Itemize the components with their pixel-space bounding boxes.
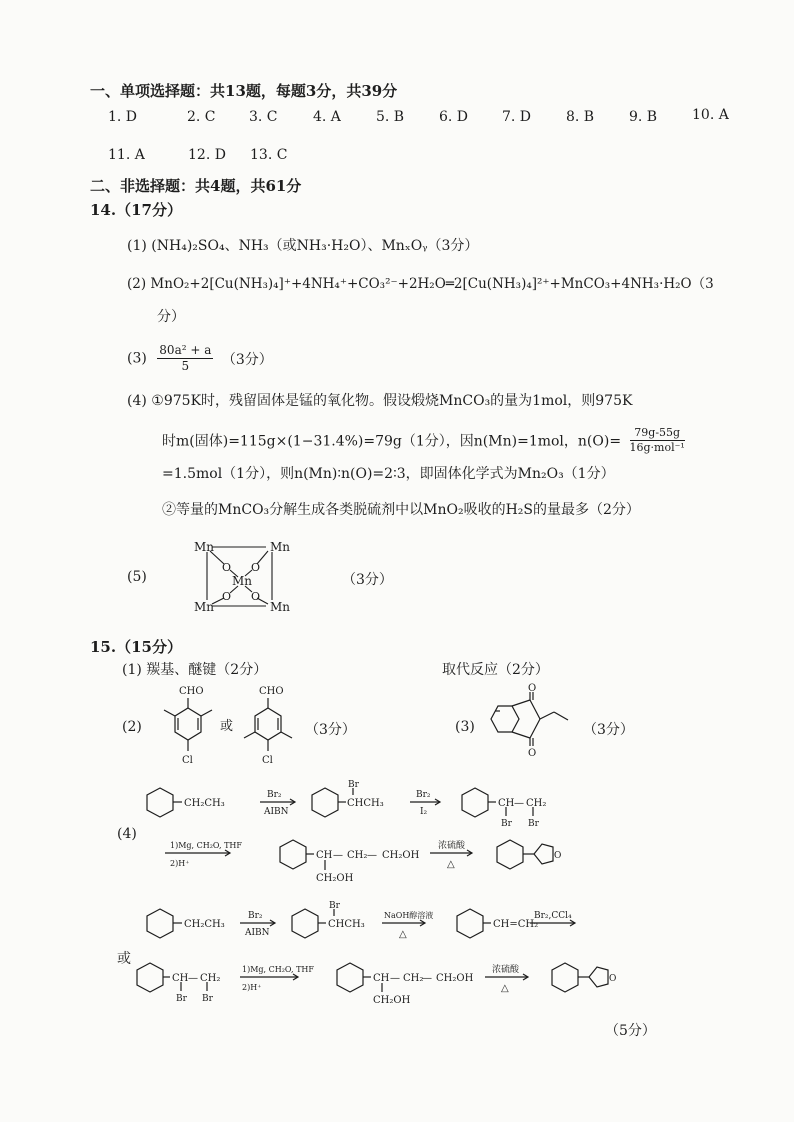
cl-atom: Cl	[182, 755, 193, 766]
condition-text: NaOH醇溶液	[384, 911, 434, 920]
equation-lhs: MnO₂+2[Cu(NH₃)₄]⁺+4NH₄⁺+CO₃²⁻+2H₂O	[150, 276, 446, 292]
q15-part1	[122, 659, 267, 679]
q14-part2-score-cont: 分）	[157, 309, 185, 325]
part-answer: 羰基、醚键（2分）	[146, 662, 268, 678]
condition-text: Br₂	[416, 790, 431, 800]
condition-text: △	[501, 983, 509, 994]
condition-text: AIBN	[264, 807, 289, 817]
chem-text: —	[422, 973, 432, 984]
q14-part4-line4: ②等量的MnCO₃分解生成各类脱硫剂中以MnO₂吸收的H₂S的量最多（2分）	[162, 502, 640, 518]
chem-text: CH₂OH	[316, 873, 354, 884]
part-label: (4)	[127, 393, 147, 409]
q14-part5-label: (5)	[127, 569, 147, 585]
q14-header: 14.（17分）	[90, 201, 182, 219]
chem-text: CH₂OH	[436, 973, 474, 984]
answer-item: 12. D	[188, 147, 226, 163]
part-score: （3分）	[221, 351, 273, 368]
q15-part4-label: (4)	[117, 826, 137, 842]
equation-rhs: 2[Cu(NH₃)₄]²⁺+MnCO₃+4NH₃·H₂O	[453, 276, 692, 292]
condition-text: Br₂,CCl₄	[534, 911, 572, 921]
chem-text: Br	[501, 819, 512, 829]
condition-text: 浓硫酸	[492, 965, 520, 975]
chem-text: —	[367, 850, 377, 861]
equation-sign: ═	[445, 276, 454, 292]
synthesis-route-1	[110, 780, 710, 890]
q15-part4-or: 或	[117, 951, 131, 967]
condition-text: 2)H⁺	[170, 859, 190, 868]
synthesis-route-2	[110, 900, 710, 1010]
answer-item: 11. A	[108, 147, 145, 163]
chem-text: —	[333, 850, 343, 861]
chem-text: Br	[176, 994, 187, 1004]
fraction	[157, 343, 213, 374]
condition-text: △	[399, 929, 407, 940]
answer-item: 9. B	[629, 109, 658, 125]
answer-item: 10. A	[692, 107, 729, 123]
condition-text: △	[447, 859, 455, 870]
chem-text: CH₂CH₃	[184, 798, 225, 809]
q14-part2	[127, 272, 714, 292]
q15-part3-label: (3)	[455, 719, 475, 735]
q15-part3-score: （3分）	[583, 722, 634, 738]
chem-text: —	[514, 798, 524, 809]
condition-text: 浓硫酸	[438, 841, 466, 851]
chem-text: CH₂	[403, 973, 424, 984]
chem-text: Br	[348, 780, 359, 790]
cl-atom: Cl	[262, 755, 273, 766]
chem-text: —	[188, 973, 198, 984]
fraction-denominator: 16g·mol⁻¹	[629, 441, 685, 454]
o-atom: O	[528, 683, 537, 694]
chem-text: Br	[202, 994, 213, 1004]
q14-part4-line2	[162, 426, 685, 455]
part-label: (1)	[122, 662, 142, 678]
section2-heading: 二、非选择题：共4题，共61分	[90, 177, 302, 195]
condition-text: Br₂	[248, 911, 263, 921]
q15-part1-right: 取代反应（2分）	[442, 662, 549, 678]
chem-text: CH	[498, 798, 515, 809]
chem-text: CH₂CH₃	[184, 919, 225, 930]
chem-text: CH	[373, 973, 390, 984]
part-label: (2)	[127, 276, 147, 292]
q15-part4-score: （5分）	[605, 1023, 656, 1039]
q14-part1	[127, 235, 478, 255]
chem-text: CH₂	[200, 973, 221, 984]
o-atom: O	[528, 748, 537, 759]
q14-part4-line3: =1.5mol（1分），则n(Mn)∶n(O)=2∶3，即固体化学式为Mn₂O₃（1分）	[162, 466, 615, 482]
chem-text: —	[390, 973, 400, 984]
condition-text: 2)H⁺	[242, 983, 262, 992]
q14-part3	[127, 343, 273, 374]
chem-text: Br	[329, 901, 340, 911]
condition-text: Br₂	[267, 790, 282, 800]
part-answer: (NH₄)₂SO₄、NH₃（或NH₃·H₂O）、MnₓOᵧ	[151, 238, 428, 254]
o-atom: O	[222, 590, 232, 603]
answer-item: 1. D	[108, 109, 138, 125]
o-atom: O	[251, 561, 261, 574]
chem-text: CH	[316, 850, 333, 861]
fraction-denominator: 5	[181, 359, 190, 373]
chem-text: Br	[528, 819, 539, 829]
q14-part4-line1	[127, 390, 632, 410]
part-text: 时m(固体)=115g×(1−31.4%)=79g（1分），因n(Mn)=1mol，n(O)=	[162, 433, 622, 450]
condition-text: I₂	[420, 807, 428, 817]
section1-heading: 一、单项选择题：共13题，每题3分，共39分	[90, 82, 398, 100]
mn-oxide-cluster-structure	[190, 538, 300, 616]
mn-atom: Mn	[270, 540, 291, 554]
chem-text: CH₂OH	[382, 850, 420, 861]
part-score: （3分）	[427, 238, 479, 254]
condition-text: 1)Mg, CH₂O, THF	[242, 965, 314, 974]
part-label: (3)	[127, 350, 147, 367]
fraction	[630, 426, 685, 455]
answer-item: 4. A	[313, 109, 341, 125]
cho-group: CHO	[259, 686, 284, 697]
chem-text: CHCH₃	[328, 919, 365, 930]
chem-text: CH₂OH	[373, 995, 411, 1006]
fraction-numerator: 80a² + a	[159, 343, 212, 357]
q15-part2-score: （3分）	[305, 722, 356, 738]
answer-item: 5. B	[376, 109, 405, 125]
o-atom: O	[609, 974, 617, 984]
fraction-numerator: 79g-55g	[630, 426, 685, 441]
o-atom: O	[554, 851, 562, 861]
answer-item: 13. C	[250, 147, 288, 163]
aryl-aldehyde-structures	[150, 680, 320, 770]
q15-part2-label: (2)	[122, 719, 142, 735]
part-score: （3	[691, 276, 714, 292]
condition-text: 1)Mg, CH₂O, THF	[170, 841, 242, 850]
q14-part5-score: （3分）	[342, 572, 393, 588]
chem-text: CH₂	[347, 850, 368, 861]
q15-header: 15.（15分）	[90, 638, 182, 656]
chem-text: CHCH₃	[347, 798, 384, 809]
chem-text: CH₂	[526, 798, 547, 809]
mn-atom: Mn	[194, 540, 215, 554]
mn-atom: Mn	[232, 574, 253, 588]
or-word: 或	[220, 719, 234, 734]
o-atom: O	[222, 561, 232, 574]
answer-item: 7. D	[502, 109, 532, 125]
answer-item: 2. C	[187, 109, 216, 125]
o-atom: O	[251, 590, 261, 603]
mn-atom: Mn	[270, 600, 291, 614]
chem-text: CH	[172, 973, 189, 984]
chem-text: CH=CH₂	[493, 919, 539, 930]
cho-group: CHO	[179, 686, 204, 697]
condition-text: AIBN	[245, 928, 270, 938]
answer-item: 3. C	[249, 109, 278, 125]
answer-item: 8. B	[566, 109, 595, 125]
part-text: ①975K时，残留固体是锰的氧化物。假设煅烧MnCO₃的量为1mol，则975K	[151, 393, 633, 409]
indanedione-structure	[478, 682, 588, 762]
mn-atom: Mn	[194, 600, 215, 614]
part-label: (1)	[127, 238, 147, 254]
answer-item: 6. D	[439, 109, 469, 125]
